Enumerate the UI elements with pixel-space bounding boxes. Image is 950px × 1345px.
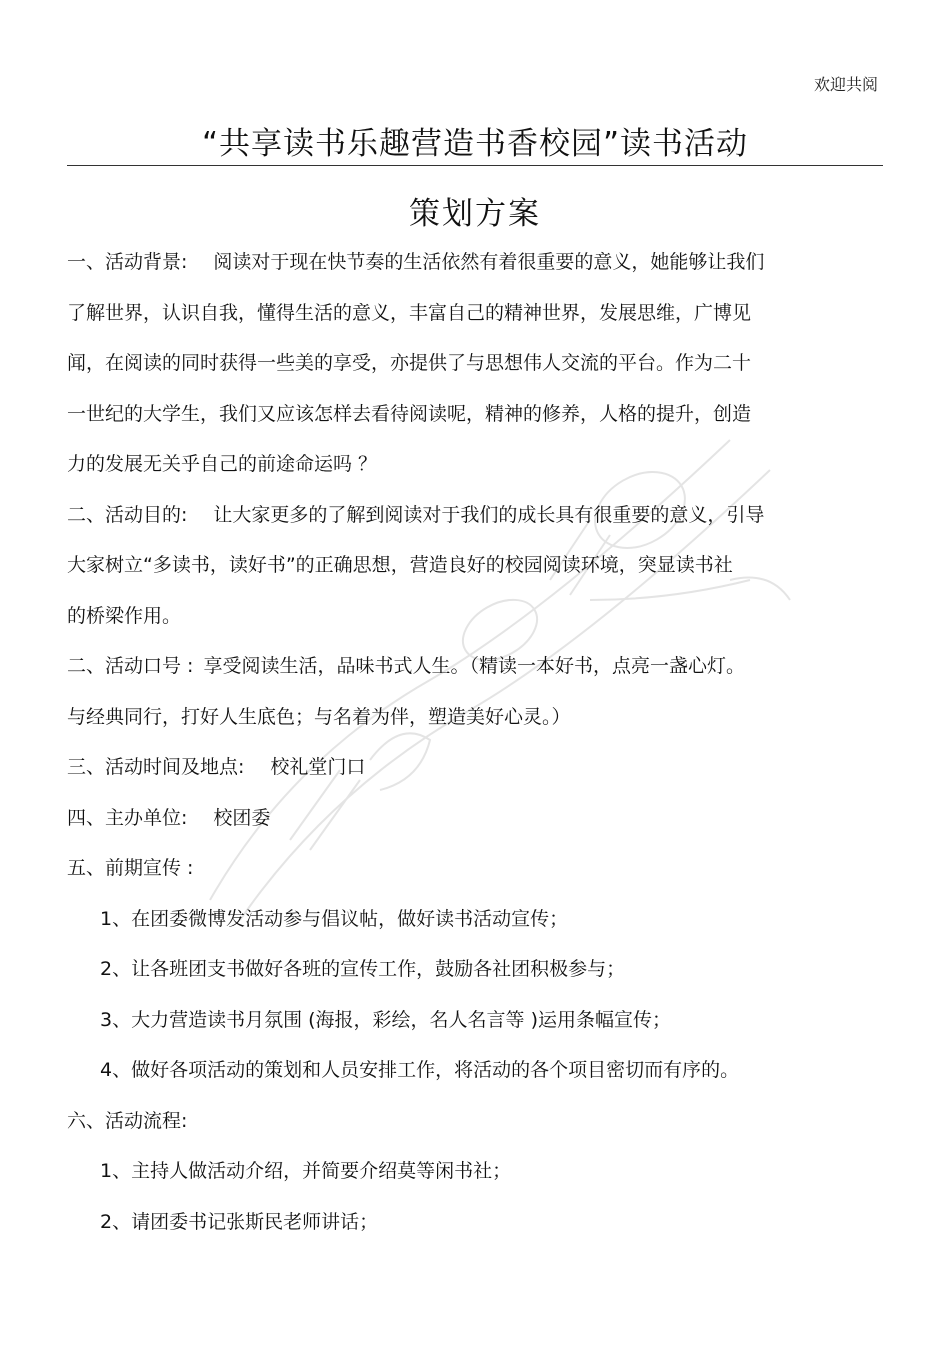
paragraph-line: 阅读对于现在快节奏的生活依然有着很重要的意义，她能够让我们 bbox=[213, 251, 765, 273]
paragraph-line: 与经典同行，打好人生底色；与名着为伴，塑造美好心灵。） bbox=[67, 705, 571, 728]
list-item: 1、在团委微博发活动参与倡议帖，做好读书活动宣传； bbox=[100, 907, 569, 930]
list-item: 2、让各班团支书做好各班的宣传工作，鼓励各社团积极参与； bbox=[100, 958, 626, 980]
paragraph-line: 一世纪的大学生，我们又应该怎样去看待阅读呢，精神的修养，人格的提升，创造 bbox=[67, 402, 752, 425]
section-purpose bbox=[67, 490, 867, 541]
section-value: 校礼堂门口 bbox=[270, 756, 366, 778]
section-label: 一、活动背景: bbox=[67, 251, 188, 273]
paragraph-line: 享受阅读生活，品味书式人生。（精读一本好书，点亮一盏心灯。 bbox=[203, 655, 745, 677]
section-label: 三、活动时间及地点: bbox=[67, 756, 245, 778]
section-time-place bbox=[67, 742, 867, 793]
document-title: “共享读书乐趣营造书香校园”读书活动 bbox=[201, 126, 749, 162]
section-label: 二、活动口号 : bbox=[67, 655, 194, 677]
section-label: 五、前期宣传 : bbox=[67, 857, 194, 879]
paragraph-line: 闻，在阅读的同时获得一些美的享受，亦提供了与思想伟人交流的平台。作为二十 bbox=[67, 352, 752, 374]
section-slogan bbox=[67, 641, 867, 692]
section-label: 二、活动目的: bbox=[67, 503, 188, 526]
paragraph-line: 大家树立“多读书，读好书”的正确思想，营造良好的校园阅读环境，突显读书社 bbox=[67, 554, 733, 576]
section-promotion bbox=[67, 843, 867, 894]
paragraph-line: 的桥梁作用。 bbox=[67, 604, 182, 627]
list-item: 2、请团委书记张斯民老师讲话； bbox=[100, 1210, 379, 1233]
document-body bbox=[67, 237, 867, 1247]
header-note: 欢迎共阅 bbox=[813, 75, 878, 94]
section-process bbox=[67, 1096, 867, 1147]
paragraph-line: 让大家更多的了解到阅读对于我们的成长具有很重要的意义，引导 bbox=[213, 503, 765, 526]
title-divider bbox=[67, 165, 883, 166]
list-item: 4、做好各项活动的策划和人员安排工作，将活动的各个项目密切而有序的。 bbox=[100, 1059, 740, 1081]
paragraph-line: 了解世界，认识自我，懂得生活的意义，丰富自己的精神世界，发展思维，广博见 bbox=[67, 301, 752, 324]
section-label: 六、活动流程: bbox=[67, 1109, 188, 1132]
section-background bbox=[67, 237, 867, 288]
list-item: 3、大力营造读书月氛围 (海报，彩绘，名人名言等 )运用条幅宣传； bbox=[100, 1008, 671, 1031]
section-organizer bbox=[67, 793, 867, 844]
paragraph-line: 力的发展无关乎自己的前途命运吗 ？ bbox=[67, 453, 378, 475]
list-item: 1、主持人做活动介绍，并简要介绍莫等闲书社； bbox=[100, 1160, 512, 1182]
document-subtitle: 策划方案 bbox=[409, 196, 541, 232]
section-label: 四、主办单位: bbox=[67, 806, 188, 829]
section-value: 校团委 bbox=[213, 806, 271, 829]
